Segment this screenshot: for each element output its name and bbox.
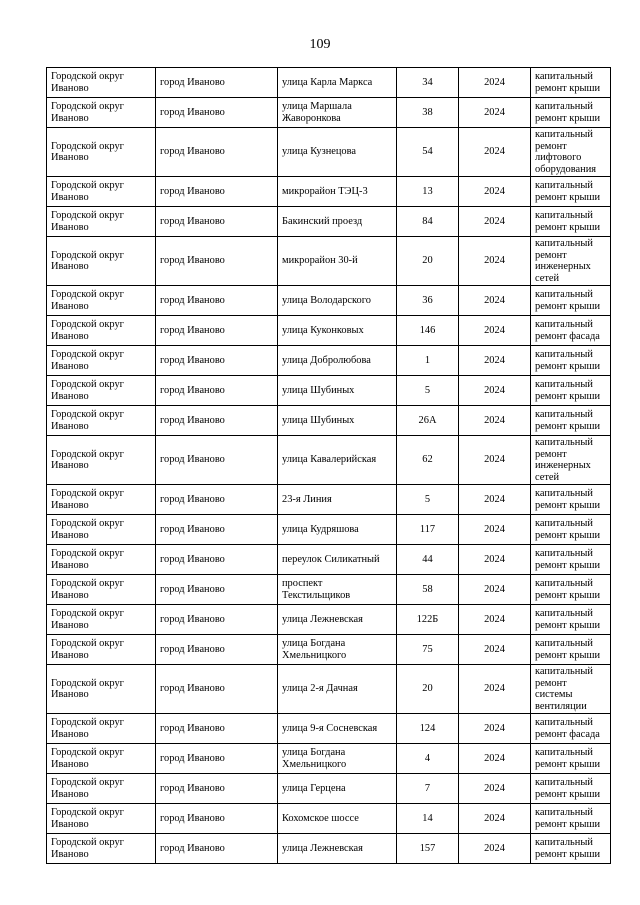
city-cell: город Иваново: [156, 605, 278, 635]
table-row: [47, 665, 611, 714]
house-number-cell: 7: [397, 774, 459, 804]
municipality-cell: Городской округ Иваново: [47, 406, 156, 436]
year-cell: 2024: [459, 744, 531, 774]
city-cell: город Иваново: [156, 316, 278, 346]
table-row: [47, 605, 611, 635]
street-cell: улица Герцена: [278, 774, 397, 804]
street-cell: улица Шубиных: [278, 406, 397, 436]
house-number-cell: 13: [397, 177, 459, 207]
house-number-cell: 34: [397, 68, 459, 98]
work-type-cell: капитальный ремонт крыши: [531, 207, 611, 237]
table-row: [47, 237, 611, 286]
municipality-cell: Городской округ Иваново: [47, 436, 156, 485]
street-cell: улица Добролюбова: [278, 346, 397, 376]
house-number-cell: 5: [397, 485, 459, 515]
city-cell: город Иваново: [156, 545, 278, 575]
work-type-cell: капитальный ремонт крыши: [531, 515, 611, 545]
municipality-cell: Городской округ Иваново: [47, 834, 156, 864]
year-cell: 2024: [459, 68, 531, 98]
year-cell: 2024: [459, 665, 531, 714]
repair-schedule-table: [46, 67, 611, 864]
table-row: [47, 774, 611, 804]
municipality-cell: Городской округ Иваново: [47, 207, 156, 237]
year-cell: 2024: [459, 545, 531, 575]
year-cell: 2024: [459, 804, 531, 834]
work-type-cell: капитальный ремонт крыши: [531, 575, 611, 605]
municipality-cell: Городской округ Иваново: [47, 346, 156, 376]
city-cell: город Иваново: [156, 177, 278, 207]
work-type-cell: капитальный ремонт инженерных сетей: [531, 237, 611, 286]
house-number-cell: 44: [397, 545, 459, 575]
street-cell: проспект Текстильщиков: [278, 575, 397, 605]
table-row: [47, 635, 611, 665]
street-cell: улица Карла Маркса: [278, 68, 397, 98]
house-number-cell: 146: [397, 316, 459, 346]
municipality-cell: Городской округ Иваново: [47, 376, 156, 406]
municipality-cell: Городской округ Иваново: [47, 515, 156, 545]
city-cell: город Иваново: [156, 714, 278, 744]
house-number-cell: 4: [397, 744, 459, 774]
municipality-cell: Городской округ Иваново: [47, 635, 156, 665]
year-cell: 2024: [459, 207, 531, 237]
street-cell: улица Кудряшова: [278, 515, 397, 545]
table-row: [47, 545, 611, 575]
municipality-cell: Городской округ Иваново: [47, 744, 156, 774]
city-cell: город Иваново: [156, 207, 278, 237]
municipality-cell: Городской округ Иваново: [47, 545, 156, 575]
house-number-cell: 75: [397, 635, 459, 665]
work-type-cell: капитальный ремонт фасада: [531, 714, 611, 744]
municipality-cell: Городской округ Иваново: [47, 98, 156, 128]
city-cell: город Иваново: [156, 128, 278, 177]
house-number-cell: 36: [397, 286, 459, 316]
table-row: [47, 515, 611, 545]
street-cell: улица 2-я Дачная: [278, 665, 397, 714]
street-cell: улица Маршала Жаворонкова: [278, 98, 397, 128]
table-row: [47, 376, 611, 406]
street-cell: улица Володарского: [278, 286, 397, 316]
work-type-cell: капитальный ремонт крыши: [531, 545, 611, 575]
table-row: [47, 346, 611, 376]
page-number: 109: [309, 37, 331, 52]
year-cell: 2024: [459, 286, 531, 316]
house-number-cell: 20: [397, 665, 459, 714]
table-row: [47, 485, 611, 515]
table-row: [47, 68, 611, 98]
year-cell: 2024: [459, 376, 531, 406]
house-number-cell: 5: [397, 376, 459, 406]
work-type-cell: капитальный ремонт крыши: [531, 376, 611, 406]
work-type-cell: капитальный ремонт крыши: [531, 286, 611, 316]
house-number-cell: 84: [397, 207, 459, 237]
work-type-cell: капитальный ремонт крыши: [531, 68, 611, 98]
house-number-cell: 1: [397, 346, 459, 376]
city-cell: город Иваново: [156, 376, 278, 406]
city-cell: город Иваново: [156, 635, 278, 665]
street-cell: улица Богдана Хмельницкого: [278, 744, 397, 774]
city-cell: город Иваново: [156, 515, 278, 545]
table-row: [47, 316, 611, 346]
year-cell: 2024: [459, 515, 531, 545]
street-cell: улица Богдана Хмельницкого: [278, 635, 397, 665]
year-cell: 2024: [459, 177, 531, 207]
table-row: [47, 436, 611, 485]
table-row: [47, 286, 611, 316]
house-number-cell: 38: [397, 98, 459, 128]
city-cell: город Иваново: [156, 744, 278, 774]
year-cell: 2024: [459, 237, 531, 286]
work-type-cell: капитальный ремонт крыши: [531, 406, 611, 436]
house-number-cell: 122Б: [397, 605, 459, 635]
street-cell: микрорайон 30-й: [278, 237, 397, 286]
table-row: [47, 744, 611, 774]
table-row: [47, 714, 611, 744]
municipality-cell: Городской округ Иваново: [47, 68, 156, 98]
city-cell: город Иваново: [156, 834, 278, 864]
year-cell: 2024: [459, 346, 531, 376]
year-cell: 2024: [459, 128, 531, 177]
work-type-cell: капитальный ремонт инженерных сетей: [531, 436, 611, 485]
city-cell: город Иваново: [156, 98, 278, 128]
city-cell: город Иваново: [156, 436, 278, 485]
city-cell: город Иваново: [156, 575, 278, 605]
municipality-cell: Городской округ Иваново: [47, 485, 156, 515]
city-cell: город Иваново: [156, 68, 278, 98]
street-cell: улица Шубиных: [278, 376, 397, 406]
work-type-cell: капитальный ремонт крыши: [531, 834, 611, 864]
year-cell: 2024: [459, 436, 531, 485]
house-number-cell: 14: [397, 804, 459, 834]
city-cell: город Иваново: [156, 237, 278, 286]
work-type-cell: капитальный ремонт крыши: [531, 804, 611, 834]
street-cell: Кохомское шоссе: [278, 804, 397, 834]
city-cell: город Иваново: [156, 406, 278, 436]
municipality-cell: Городской округ Иваново: [47, 286, 156, 316]
street-cell: улица Лежневская: [278, 605, 397, 635]
table-row: [47, 575, 611, 605]
year-cell: 2024: [459, 485, 531, 515]
year-cell: 2024: [459, 575, 531, 605]
city-cell: город Иваново: [156, 665, 278, 714]
street-cell: переулок Силикатный: [278, 545, 397, 575]
work-type-cell: капитальный ремонт фасада: [531, 316, 611, 346]
municipality-cell: Городской округ Иваново: [47, 804, 156, 834]
work-type-cell: капитальный ремонт лифтового оборудования: [531, 128, 611, 177]
table-row: [47, 834, 611, 864]
municipality-cell: Городской округ Иваново: [47, 665, 156, 714]
street-cell: улица 9-я Сосневская: [278, 714, 397, 744]
year-cell: 2024: [459, 714, 531, 744]
year-cell: 2024: [459, 98, 531, 128]
year-cell: 2024: [459, 834, 531, 864]
work-type-cell: капитальный ремонт крыши: [531, 605, 611, 635]
street-cell: улица Лежневская: [278, 834, 397, 864]
street-cell: улица Кузнецова: [278, 128, 397, 177]
work-type-cell: капитальный ремонт крыши: [531, 744, 611, 774]
city-cell: город Иваново: [156, 286, 278, 316]
year-cell: 2024: [459, 316, 531, 346]
table-row: [47, 98, 611, 128]
year-cell: 2024: [459, 635, 531, 665]
house-number-cell: 26А: [397, 406, 459, 436]
work-type-cell: капитальный ремонт крыши: [531, 485, 611, 515]
house-number-cell: 20: [397, 237, 459, 286]
municipality-cell: Городской округ Иваново: [47, 177, 156, 207]
house-number-cell: 58: [397, 575, 459, 605]
municipality-cell: Городской округ Иваново: [47, 714, 156, 744]
municipality-cell: Городской округ Иваново: [47, 774, 156, 804]
work-type-cell: капитальный ремонт крыши: [531, 346, 611, 376]
house-number-cell: 62: [397, 436, 459, 485]
table-row: [47, 128, 611, 177]
street-cell: улица Кавалерийская: [278, 436, 397, 485]
municipality-cell: Городской округ Иваново: [47, 575, 156, 605]
municipality-cell: Городской округ Иваново: [47, 605, 156, 635]
house-number-cell: 124: [397, 714, 459, 744]
table-row: [47, 406, 611, 436]
street-cell: Бакинский проезд: [278, 207, 397, 237]
municipality-cell: Городской округ Иваново: [47, 237, 156, 286]
work-type-cell: капитальный ремонт системы вентиляции: [531, 665, 611, 714]
work-type-cell: капитальный ремонт крыши: [531, 177, 611, 207]
year-cell: 2024: [459, 774, 531, 804]
street-cell: улица Куконковых: [278, 316, 397, 346]
municipality-cell: Городской округ Иваново: [47, 128, 156, 177]
year-cell: 2024: [459, 605, 531, 635]
house-number-cell: 157: [397, 834, 459, 864]
work-type-cell: капитальный ремонт крыши: [531, 98, 611, 128]
city-cell: город Иваново: [156, 346, 278, 376]
work-type-cell: капитальный ремонт крыши: [531, 774, 611, 804]
house-number-cell: 54: [397, 128, 459, 177]
year-cell: 2024: [459, 406, 531, 436]
work-type-cell: капитальный ремонт крыши: [531, 635, 611, 665]
street-cell: 23-я Линия: [278, 485, 397, 515]
street-cell: микрорайон ТЭЦ-3: [278, 177, 397, 207]
city-cell: город Иваново: [156, 804, 278, 834]
table-row: [47, 207, 611, 237]
city-cell: город Иваново: [156, 774, 278, 804]
table-row: [47, 804, 611, 834]
table-row: [47, 177, 611, 207]
municipality-cell: Городской округ Иваново: [47, 316, 156, 346]
city-cell: город Иваново: [156, 485, 278, 515]
house-number-cell: 117: [397, 515, 459, 545]
